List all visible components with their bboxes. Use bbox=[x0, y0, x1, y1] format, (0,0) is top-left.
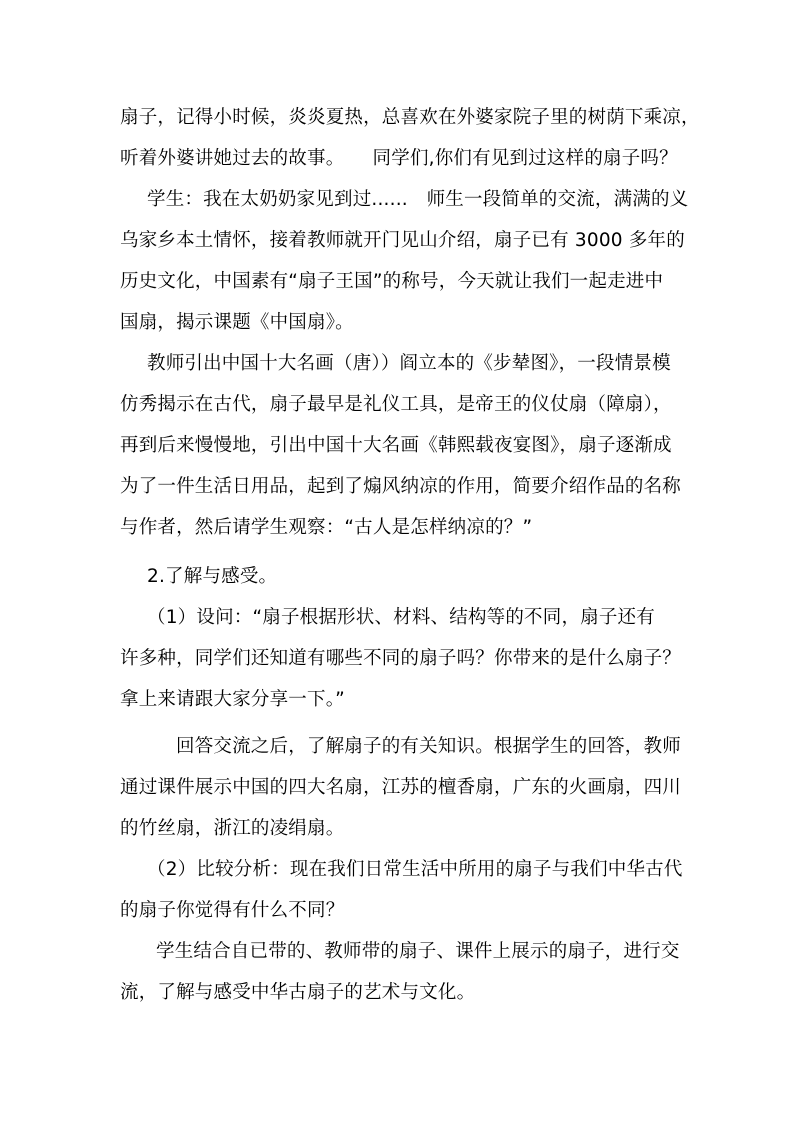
text-line: 拿上来请跟大家分享一下。” bbox=[120, 689, 345, 710]
text-line: 流，了解与感受中华古扇子的艺术与文化。 bbox=[120, 982, 476, 1003]
text-line: 的扇子你觉得有什么不同？ bbox=[120, 900, 345, 921]
section-heading: 2.了解与感受。 bbox=[147, 566, 278, 587]
text-line: 听着外婆讲她过去的故事。 同学们,你们有见到过这样的扇子吗？ bbox=[120, 148, 678, 169]
text-line: 再到后来慢慢地，引出中国十大名画《韩熙载夜宴图》，扇子逐渐成 bbox=[120, 435, 672, 456]
text-line: （2）比较分析：现在我们日常生活中所用的扇子与我们中华古代 bbox=[147, 859, 683, 880]
text-line: 为了一件生活日用品，起到了煽风纳凉的作用，简要介绍作品的名称 bbox=[120, 476, 682, 497]
text-line: 与作者，然后请学生观察：“古人是怎样纳凉的？” bbox=[120, 517, 533, 538]
text-line: 的竹丝扇，浙江的凌绢扇。 bbox=[120, 818, 345, 839]
text-line: 学生结合自已带的、教师带的扇子、课件上展示的扇子，进行交 bbox=[156, 941, 680, 962]
text-line: 教师引出中国十大名画（唐））阎立本的《步辇图》，一段情景模 bbox=[147, 353, 671, 374]
text-line: 学生：我在太奶奶家见到过...... 师生一段简单的交流，满满的义 bbox=[147, 189, 689, 210]
text-line: 国扇，揭示课题《中国扇》。 bbox=[120, 312, 354, 333]
text-line: 仿秀揭示在古代，扇子最早是礼仪工具，是帝王的仪仗扇（障扇）， bbox=[120, 394, 672, 415]
text-line: （1）设问：“扇子根据形状、材料、结构等的不同，扇子还有 bbox=[147, 607, 655, 628]
text-line: 历史文化，中国素有“扇子王国”的称号，今天就让我们一起走进中 bbox=[120, 271, 664, 292]
text-line: 通过课件展示中国的四大名扇，江苏的檀香扇，广东的火画扇，四川 bbox=[120, 777, 682, 798]
text-line: 许多种，同学们还知道有哪些不同的扇子吗？你带来的是什么扇子？ bbox=[120, 648, 682, 669]
text-line: 回答交流之后，了解扇子的有关知识。根据学生的回答，教师 bbox=[176, 736, 681, 757]
text-line: 扇子，记得小时候，炎炎夏热，总喜欢在外婆家院子里的树荫下乘凉， bbox=[120, 107, 700, 128]
text-line: 乌家乡本土情怀，接着教师就开门见山介绍，扇子已有 3000 多年的 bbox=[120, 230, 685, 251]
